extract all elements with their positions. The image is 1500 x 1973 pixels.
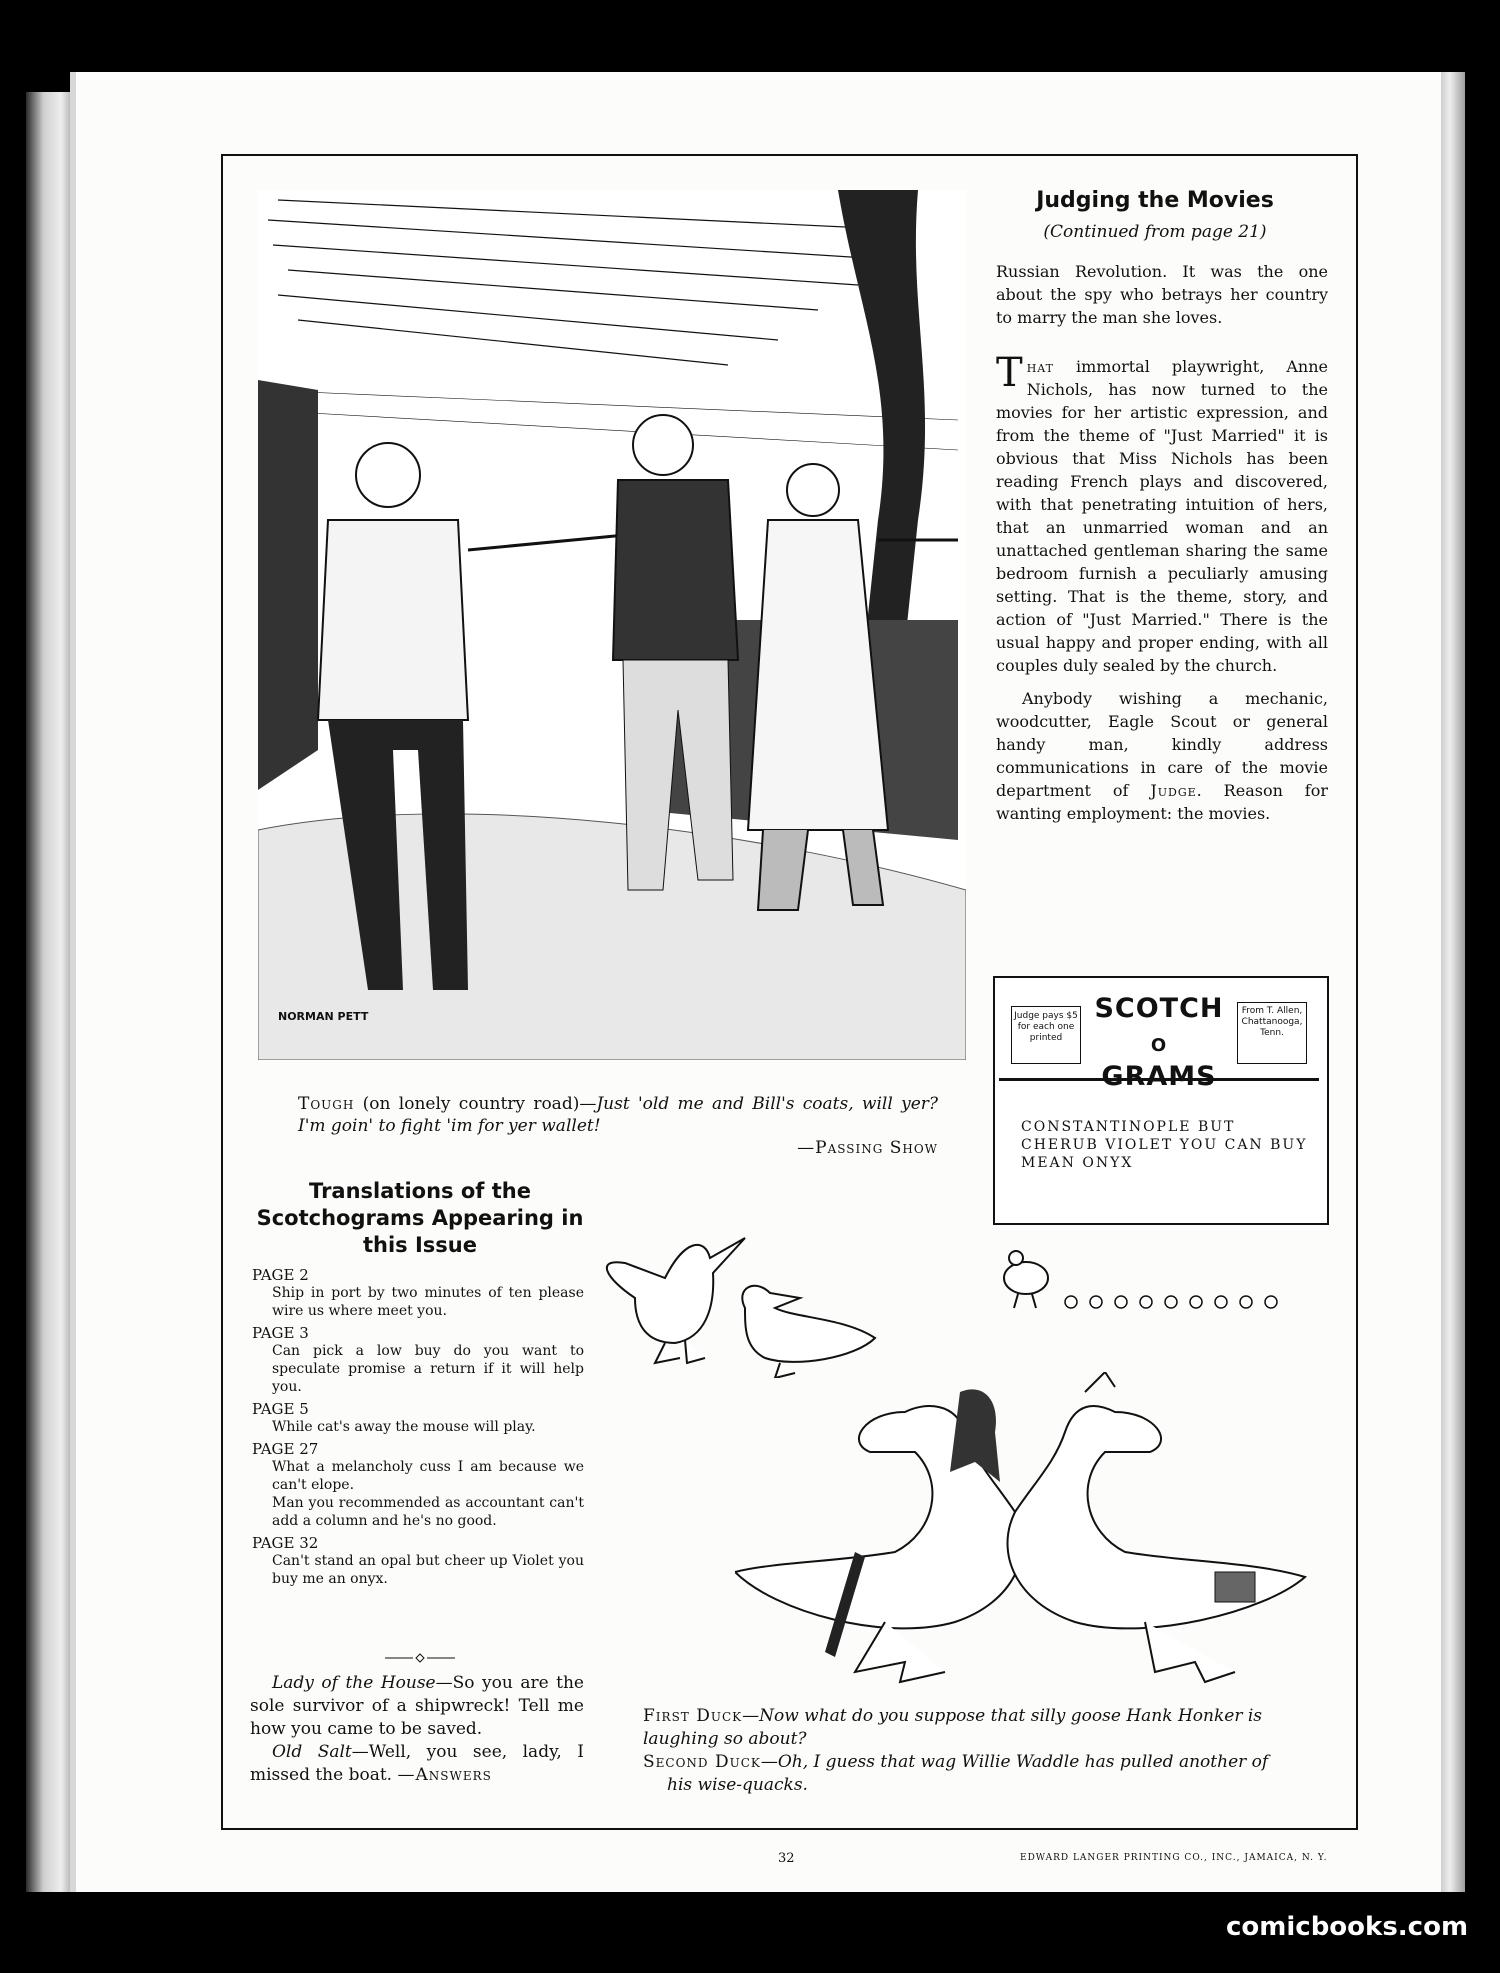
divider-ornament [385,1653,455,1663]
duck-line-1: —Now what do you suppose that silly goose Hank Honker is laughing so about? [643,1706,1263,1749]
ducks-caption [643,1705,1283,1797]
binding-left [26,92,70,1892]
translation-text-2: Man you recommended as accountant can't add a column and he's no good. [272,1495,584,1529]
duck-speaker-1: First Duck [643,1706,743,1726]
scotchograms-contributor: From T. Allen, Chattanooga, Tenn. [1237,1002,1307,1064]
cartoon-caption [298,1093,938,1159]
cartoon-signature: NORMAN PETT [278,1010,369,1023]
caption-credit: —Passing Show [797,1138,938,1158]
translation-page: PAGE 5 [252,1400,309,1418]
joke-line-2: —Well, you see, lady, I missed the boat. [250,1742,585,1785]
movies-paragraph-3 [996,687,1328,825]
translation-text: What a melancholy cuss I am because we can't elope. [272,1459,584,1493]
translation-item [252,1534,584,1588]
translation-text: Can pick a low buy do you want to speculate promise a return if it will help you. [272,1343,584,1395]
translation-item [252,1266,584,1320]
movies-paragraph-2 [996,350,1328,677]
joke-credit: —Answers [397,1765,492,1785]
translation-item [252,1400,584,1436]
translation-item [252,1324,584,1396]
translation-text: Can't stand an opal but cheer up Violet you buy me an onyx. [272,1553,584,1587]
movies-p2-rest: immortal playwright, Anne Nichols, has now turned to the movies for her artistic expression, and from the theme of "Just Married" it is obvious that Miss Nichols has been reading French plays and discovered, with that penetrating intuition of hers, that an unmarried woman and an unattached gentleman sharing the same bedroom furnish a peculiarly amusing setting. That is the theme, story, and action of "Just Married." There is the usual happy and proper ending, with all couples duly sealed by the church. [996,357,1328,675]
translations-title: Translations of the Scotchograms Appearing in this Issue [256,1179,584,1257]
joke-line-1: —So you are the sole survivor of a shipwreck! Tell me how you came to be saved. [250,1673,584,1739]
movies-title: Judging the Movies [1036,188,1274,213]
page-number: 32 [778,1851,795,1866]
caption-speaker: Tough [298,1094,355,1114]
scotchograms-header [999,982,1319,1092]
caption-setting: (on lonely country road)— [354,1094,597,1114]
logo-mid: O [1150,1035,1168,1056]
drop-cap: T [996,350,1023,396]
movies-p3-judge: Judge [1150,781,1197,800]
two-ducks-illustration [735,1372,1325,1692]
joke-speaker-2: Old Salt [272,1742,352,1762]
scotchograms-prize-note: Judge pays $5 for each one printed [1011,1006,1081,1064]
site-watermark: comicbooks.com [1226,1912,1469,1942]
duck-speaker-2: Second Duck [643,1752,761,1772]
movies-continued: (Continued from page 21) [1043,222,1267,242]
country-road-cartoon [258,190,966,1060]
logo-bottom: GRAMS [1101,1061,1217,1092]
movies-p3-before: Anybody wishing a mechanic, woodcutter, Eagle Scout or general handy man, kindly address communications in care of the movie department of [996,689,1328,800]
translations-list [252,1266,584,1592]
translation-text: Ship in port by two minutes of ten please wire us where meet you. [272,1285,584,1319]
shipwreck-joke [250,1672,584,1787]
scotchograms-logo [1094,992,1224,1094]
caption-line: Just 'old me and Bill's coats, will yer? I'm goin' to fight 'im for yer wallet! [298,1094,938,1136]
translation-item [252,1440,584,1530]
translation-text: While cat's away the mouse will play. [272,1419,536,1435]
translation-page: PAGE 32 [252,1534,319,1552]
movies-p2-lead: hat [1026,357,1054,376]
pelican-and-duck-illustration [595,1218,895,1378]
movies-p3-after: . Reason for wanting employment: the movies. [996,781,1328,823]
translation-page: PAGE 3 [252,1324,309,1342]
translation-page: PAGE 27 [252,1440,319,1458]
hen-and-chicks-illustration [996,1244,1306,1314]
duck-line-2: —Oh, I guess that wag Willie Waddle has pulled another of his wise-quacks. [667,1752,1269,1795]
logo-top: SCOTCH [1094,993,1224,1024]
scotchograms-box [993,976,1329,1225]
scotchogram-puzzle: CONSTANTINOPLE BUT CHERUB VIOLET YOU CAN BUY MEAN ONYX [1021,1119,1308,1171]
translation-page: PAGE 2 [252,1266,309,1284]
printer-credit: EDWARD LANGER PRINTING CO., INC., JAMAICA, N. Y. [1020,1853,1328,1863]
movies-paragraph-1: Russian Revolution. It was the one about the spy who betrays her country to marry the man she loves. [996,262,1328,327]
movies-column [996,260,1328,825]
joke-speaker-1: Lady of the House [272,1673,436,1693]
